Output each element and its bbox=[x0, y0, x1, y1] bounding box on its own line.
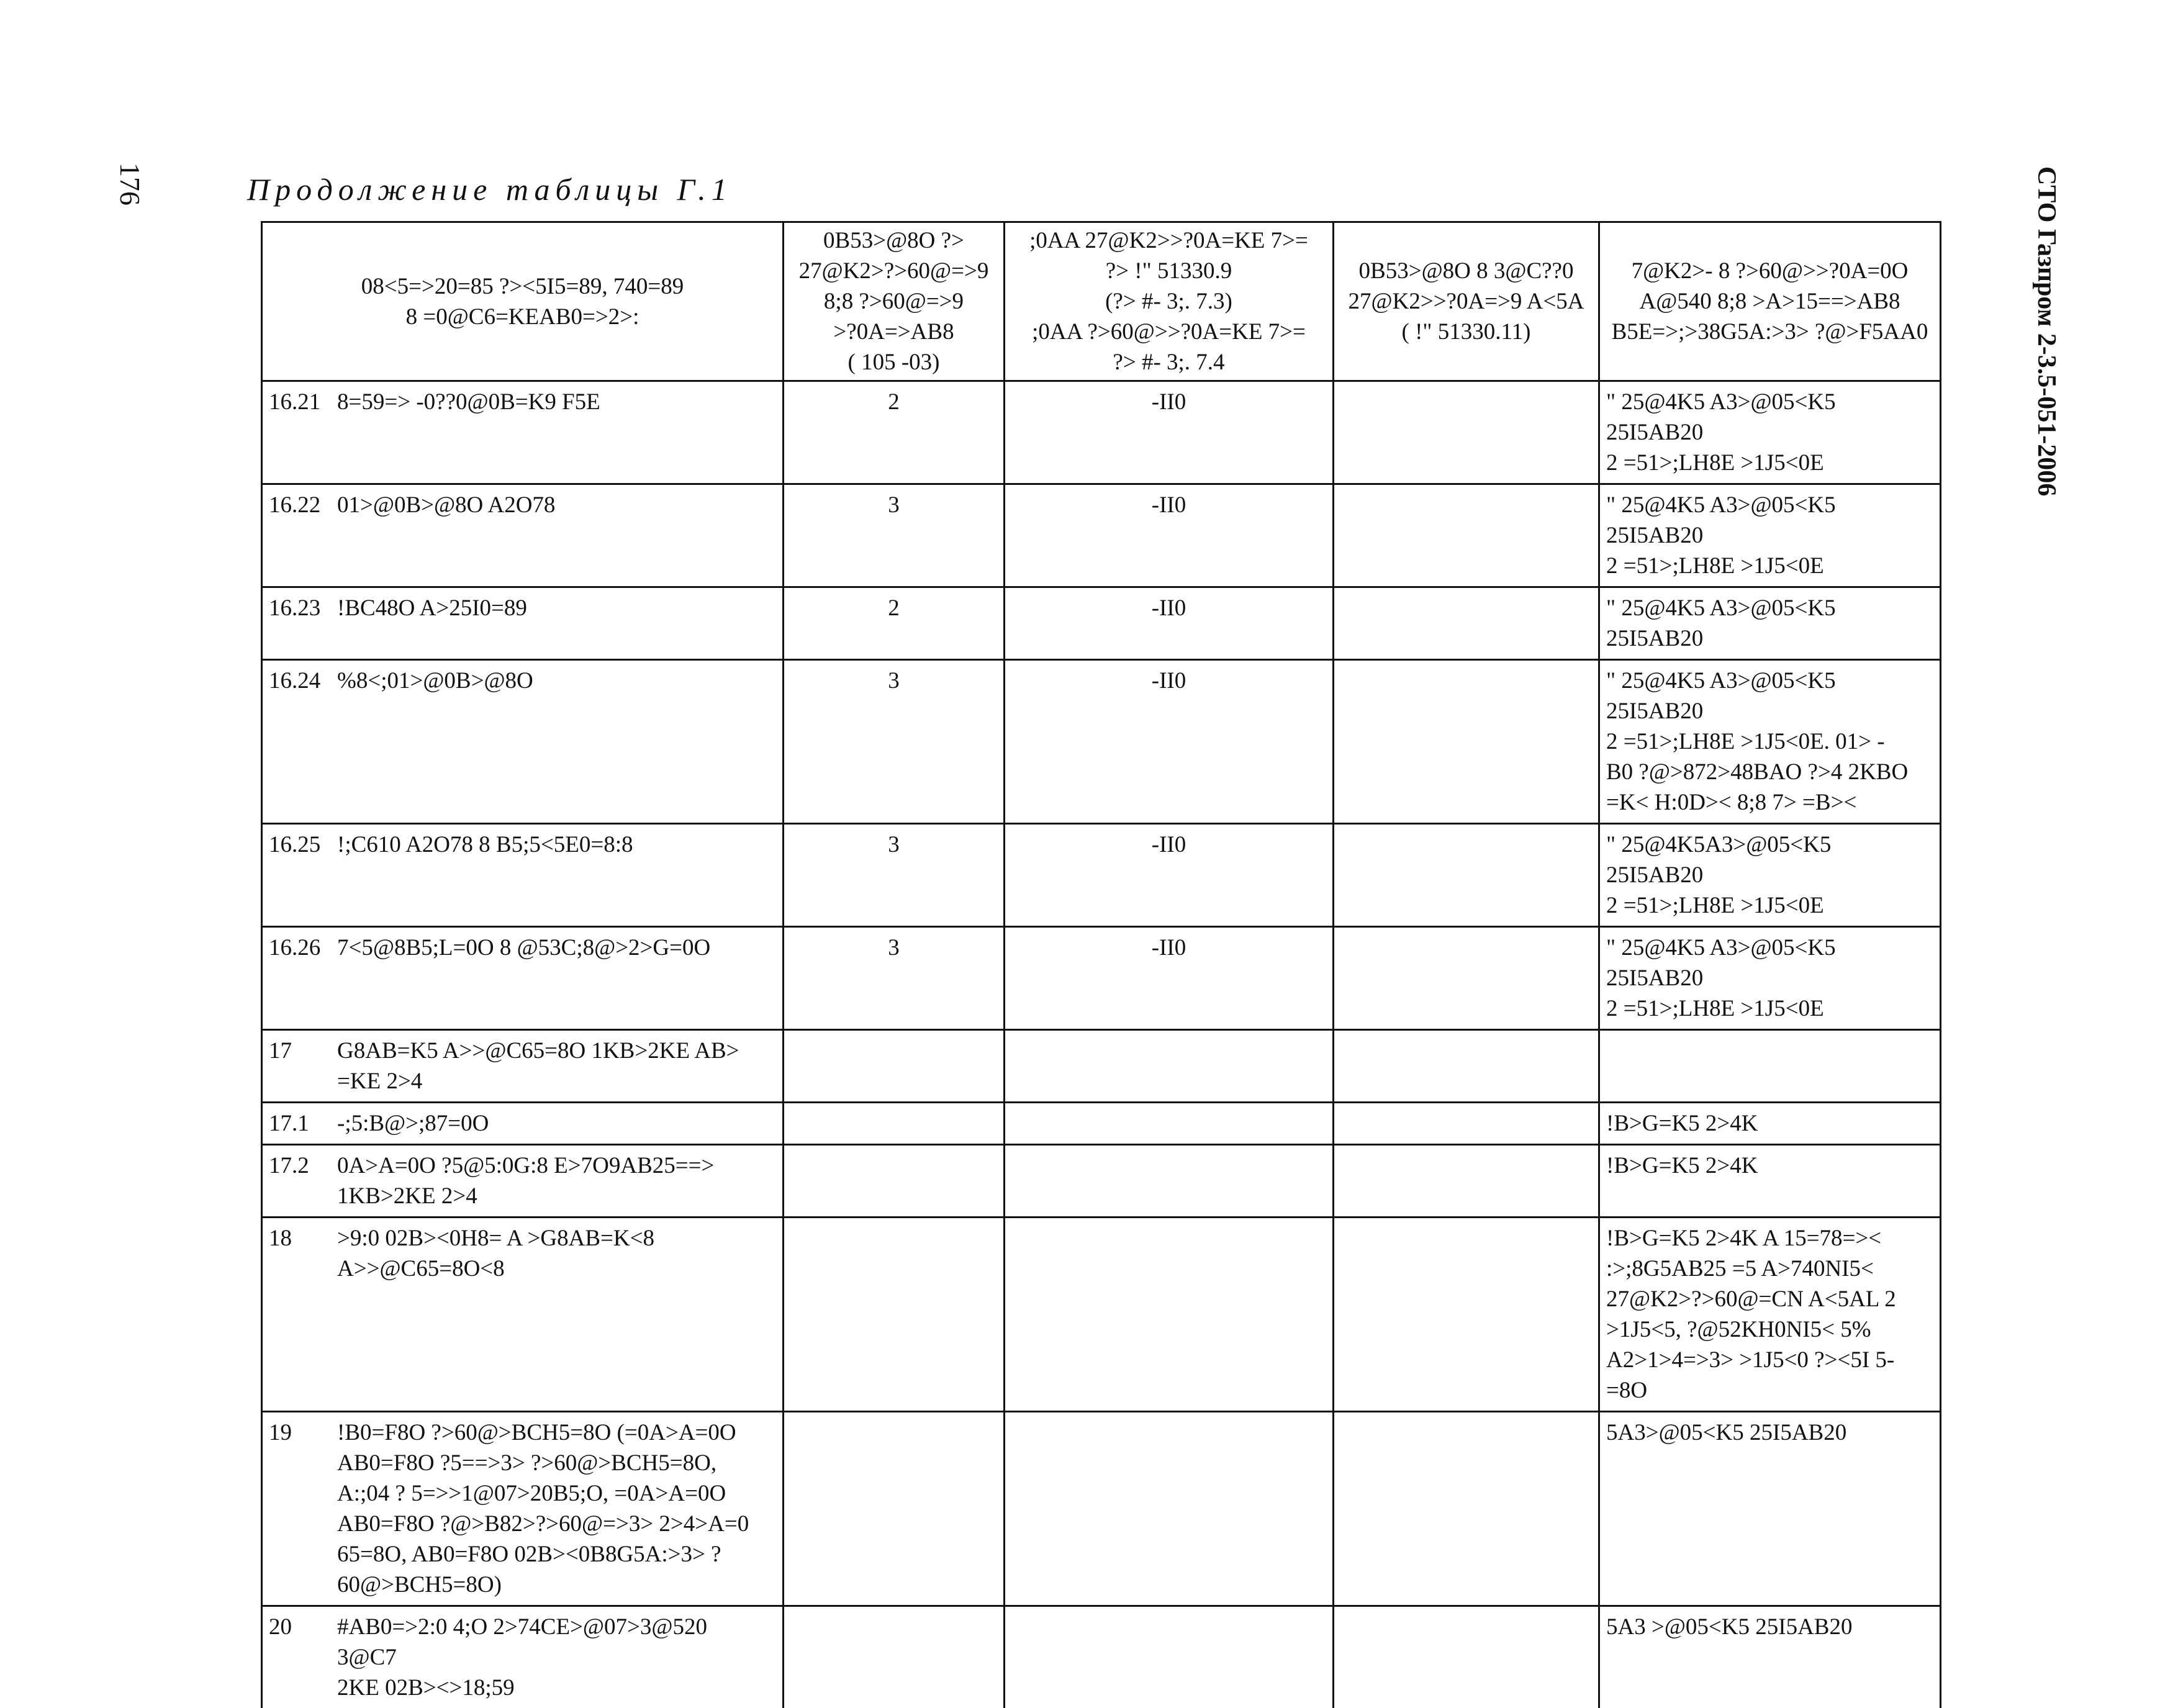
environment-cell: 5A3>@05<K5 25I5AB20 bbox=[1599, 1412, 1941, 1606]
row-number: 16.23 bbox=[269, 593, 337, 623]
table-body bbox=[262, 381, 1941, 1708]
zone-class-cell bbox=[1005, 1218, 1334, 1412]
zone-class-cell bbox=[1005, 1412, 1334, 1606]
room-cell bbox=[262, 1412, 784, 1606]
table-row bbox=[262, 1412, 1941, 1606]
row-number: 16.24 bbox=[269, 666, 337, 696]
table-row bbox=[262, 1606, 1941, 1708]
category-cell bbox=[784, 1030, 1005, 1103]
table-row bbox=[262, 1145, 1941, 1218]
row-number: 17 bbox=[269, 1036, 337, 1066]
room-name: -;5:B@>;87=0O bbox=[337, 1108, 772, 1139]
row-number: 16.22 bbox=[269, 490, 337, 520]
category-cell bbox=[784, 1103, 1005, 1145]
environment-cell: " 25@4K5 A3>@05<K5 25I5AB20 2 =51>;LH8E >1J5<0E. 01> - B0 ?@>872>48BAO ?>4 2KBO =K< H:0D>< 8;8 7> =B>< bbox=[1599, 660, 1941, 824]
category-cell bbox=[784, 1606, 1005, 1708]
mixture-group-cell bbox=[1334, 484, 1599, 587]
zone-class-cell: -II0 bbox=[1005, 660, 1334, 824]
mixture-group-cell bbox=[1334, 1412, 1599, 1606]
category-cell bbox=[784, 1218, 1005, 1412]
table-header-row bbox=[262, 222, 1941, 381]
table-row bbox=[262, 1030, 1941, 1103]
table-row bbox=[262, 484, 1941, 587]
room-cell bbox=[262, 824, 784, 927]
zone-class-cell: -II0 bbox=[1005, 484, 1334, 587]
room-name: >9:0 02B><0H8= A >G8AB=K<8 A>>@C65=8O<8 bbox=[337, 1223, 772, 1284]
room-cell bbox=[262, 381, 784, 484]
document-code: СТО Газпром 2-3.5-051-2006 bbox=[2031, 166, 2061, 496]
page-number: 176 bbox=[114, 163, 147, 206]
row-number: 19 bbox=[269, 1417, 337, 1448]
header-category: 0B53>@8O ?> 27@K2>?>60@=>9 8;8 ?>60@=>9 >?0A=>AB8 ( 105 -03) bbox=[784, 222, 1005, 381]
room-cell bbox=[262, 587, 784, 660]
table-row bbox=[262, 927, 1941, 1030]
row-number: 17.1 bbox=[269, 1108, 337, 1139]
environment-cell: " 25@4K5 A3>@05<K5 25I5AB20 2 =51>;LH8E >1J5<0E bbox=[1599, 381, 1941, 484]
room-cell bbox=[262, 927, 784, 1030]
table-caption: Продолжение таблицы Г.1 bbox=[247, 171, 733, 207]
mixture-group-cell bbox=[1334, 1218, 1599, 1412]
environment-cell: !B>G=K5 2>4K A 15=78=>< :>;8G5AB25 =5 A>740NI5< 27@K2>?>60@=CN A<5AL 2 >1J5<5, ?@52KH0NI5< 5% A2>1>4=>3> >1J5<0 ?><5I 5- =8O bbox=[1599, 1218, 1941, 1412]
zone-class-cell bbox=[1005, 1103, 1334, 1145]
environment-cell: " 25@4K5 A3>@05<K5 25I5AB20 bbox=[1599, 587, 1941, 660]
table-row bbox=[262, 824, 1941, 927]
row-number: 16.25 bbox=[269, 829, 337, 860]
category-cell: 2 bbox=[784, 381, 1005, 484]
room-cell bbox=[262, 1145, 784, 1218]
environment-cell: !B>G=K5 2>4K bbox=[1599, 1145, 1941, 1218]
mixture-group-cell bbox=[1334, 1103, 1599, 1145]
mixture-group-cell bbox=[1334, 381, 1599, 484]
category-cell bbox=[784, 1145, 1005, 1218]
category-cell: 3 bbox=[784, 927, 1005, 1030]
room-name: !BC48O A>25I0=89 bbox=[337, 593, 772, 623]
hazard-table bbox=[261, 221, 1941, 1708]
table-row bbox=[262, 381, 1941, 484]
room-cell bbox=[262, 1606, 784, 1708]
room-name: 8=59=> -0??0@0B=K9 F5E bbox=[337, 387, 772, 417]
header-environment: 7@K2>- 8 ?>60@>>?0A=0O A@540 8;8 >A>15==>AB8 B5E=>;>38G5A:>3> ?@>F5AA0 bbox=[1599, 222, 1941, 381]
mixture-group-cell bbox=[1334, 927, 1599, 1030]
mixture-group-cell bbox=[1334, 660, 1599, 824]
room-name: 7<5@8B5;L=0O 8 @53C;8@>2>G=0O bbox=[337, 933, 772, 963]
zone-class-cell: -II0 bbox=[1005, 381, 1334, 484]
environment-cell: " 25@4K5A3>@05<K5 25I5AB20 2 =51>;LH8E >1J5<0E bbox=[1599, 824, 1941, 927]
header-mixture-group: 0B53>@8O 8 3@C??0 27@K2>>?0A=>9 A<5A ( !" 51330.11) bbox=[1334, 222, 1599, 381]
mixture-group-cell bbox=[1334, 1145, 1599, 1218]
room-cell bbox=[262, 660, 784, 824]
mixture-group-cell bbox=[1334, 1606, 1599, 1708]
room-name: !B0=F8O ?>60@>BCH5=8O (=0A>A=0O AB0=F8O ?5==>3> ?>60@>BCH5=8O, A:;04 ? 5=>>1@07>20B5;O, =0A>A=0O AB0=F8O ?@>B82>?>60@=>3> 2>4>A=0 65=8O, AB0=F8O 02B><0B8G5A:>3> ? 60@>BCH5=8O) bbox=[337, 1417, 772, 1600]
room-cell bbox=[262, 1030, 784, 1103]
table-row bbox=[262, 660, 1941, 824]
zone-class-cell bbox=[1005, 1606, 1334, 1708]
room-name: G8AB=K5 A>>@C65=8O 1KB>2KE AB> =KE 2>4 bbox=[337, 1036, 772, 1096]
category-cell: 3 bbox=[784, 660, 1005, 824]
room-name: 0A>A=0O ?5@5:0G:8 E>7O9AB25==> 1KB>2KE 2>4 bbox=[337, 1150, 772, 1211]
zone-class-cell: -II0 bbox=[1005, 587, 1334, 660]
category-cell: 3 bbox=[784, 824, 1005, 927]
zone-class-cell bbox=[1005, 1030, 1334, 1103]
row-number: 18 bbox=[269, 1223, 337, 1254]
category-cell: 2 bbox=[784, 587, 1005, 660]
room-cell bbox=[262, 1103, 784, 1145]
environment-cell: !B>G=K5 2>4K bbox=[1599, 1103, 1941, 1145]
room-cell bbox=[262, 484, 784, 587]
environment-cell bbox=[1599, 1030, 1941, 1103]
room-name: 01>@0B>@8O A2O78 bbox=[337, 490, 772, 520]
category-cell: 3 bbox=[784, 484, 1005, 587]
row-number: 16.21 bbox=[269, 387, 337, 417]
table-row bbox=[262, 1218, 1941, 1412]
category-cell bbox=[784, 1412, 1005, 1606]
environment-cell: 5A3 >@05<K5 25I5AB20 bbox=[1599, 1606, 1941, 1708]
row-number: 17.2 bbox=[269, 1150, 337, 1181]
header-zone-class: ;0AA 27@K2>>?0A=KE 7>= ?> !" 51330.9 (?> #- 3;. 7.3) ;0AA ?>60@>>?0A=KE 7>= ?> #- 3;. 7.4 bbox=[1005, 222, 1334, 381]
zone-class-cell: -II0 bbox=[1005, 824, 1334, 927]
room-name: #AB0=>2:0 4;O 2>74CE>@07>3@520 3@C7 2KE 02B><>18;59 bbox=[337, 1612, 772, 1703]
table-row bbox=[262, 1103, 1941, 1145]
zone-class-cell: -II0 bbox=[1005, 927, 1334, 1030]
mixture-group-cell bbox=[1334, 587, 1599, 660]
room-name: %8<;01>@0B>@8O bbox=[337, 666, 772, 696]
table-row bbox=[262, 587, 1941, 660]
zone-class-cell bbox=[1005, 1145, 1334, 1218]
mixture-group-cell bbox=[1334, 1030, 1599, 1103]
row-number: 16.26 bbox=[269, 933, 337, 963]
environment-cell: " 25@4K5 A3>@05<K5 25I5AB20 2 =51>;LH8E >1J5<0E bbox=[1599, 927, 1941, 1030]
room-cell bbox=[262, 1218, 784, 1412]
mixture-group-cell bbox=[1334, 824, 1599, 927]
header-room-name: 08<5=>20=85 ?><5I5=89, 740=89 8 =0@C6=KEAB0=>2>: bbox=[262, 222, 784, 381]
row-number: 20 bbox=[269, 1612, 337, 1642]
room-name: !;C610 A2O78 8 B5;5<5E0=8:8 bbox=[337, 829, 772, 860]
environment-cell: " 25@4K5 A3>@05<K5 25I5AB20 2 =51>;LH8E >1J5<0E bbox=[1599, 484, 1941, 587]
